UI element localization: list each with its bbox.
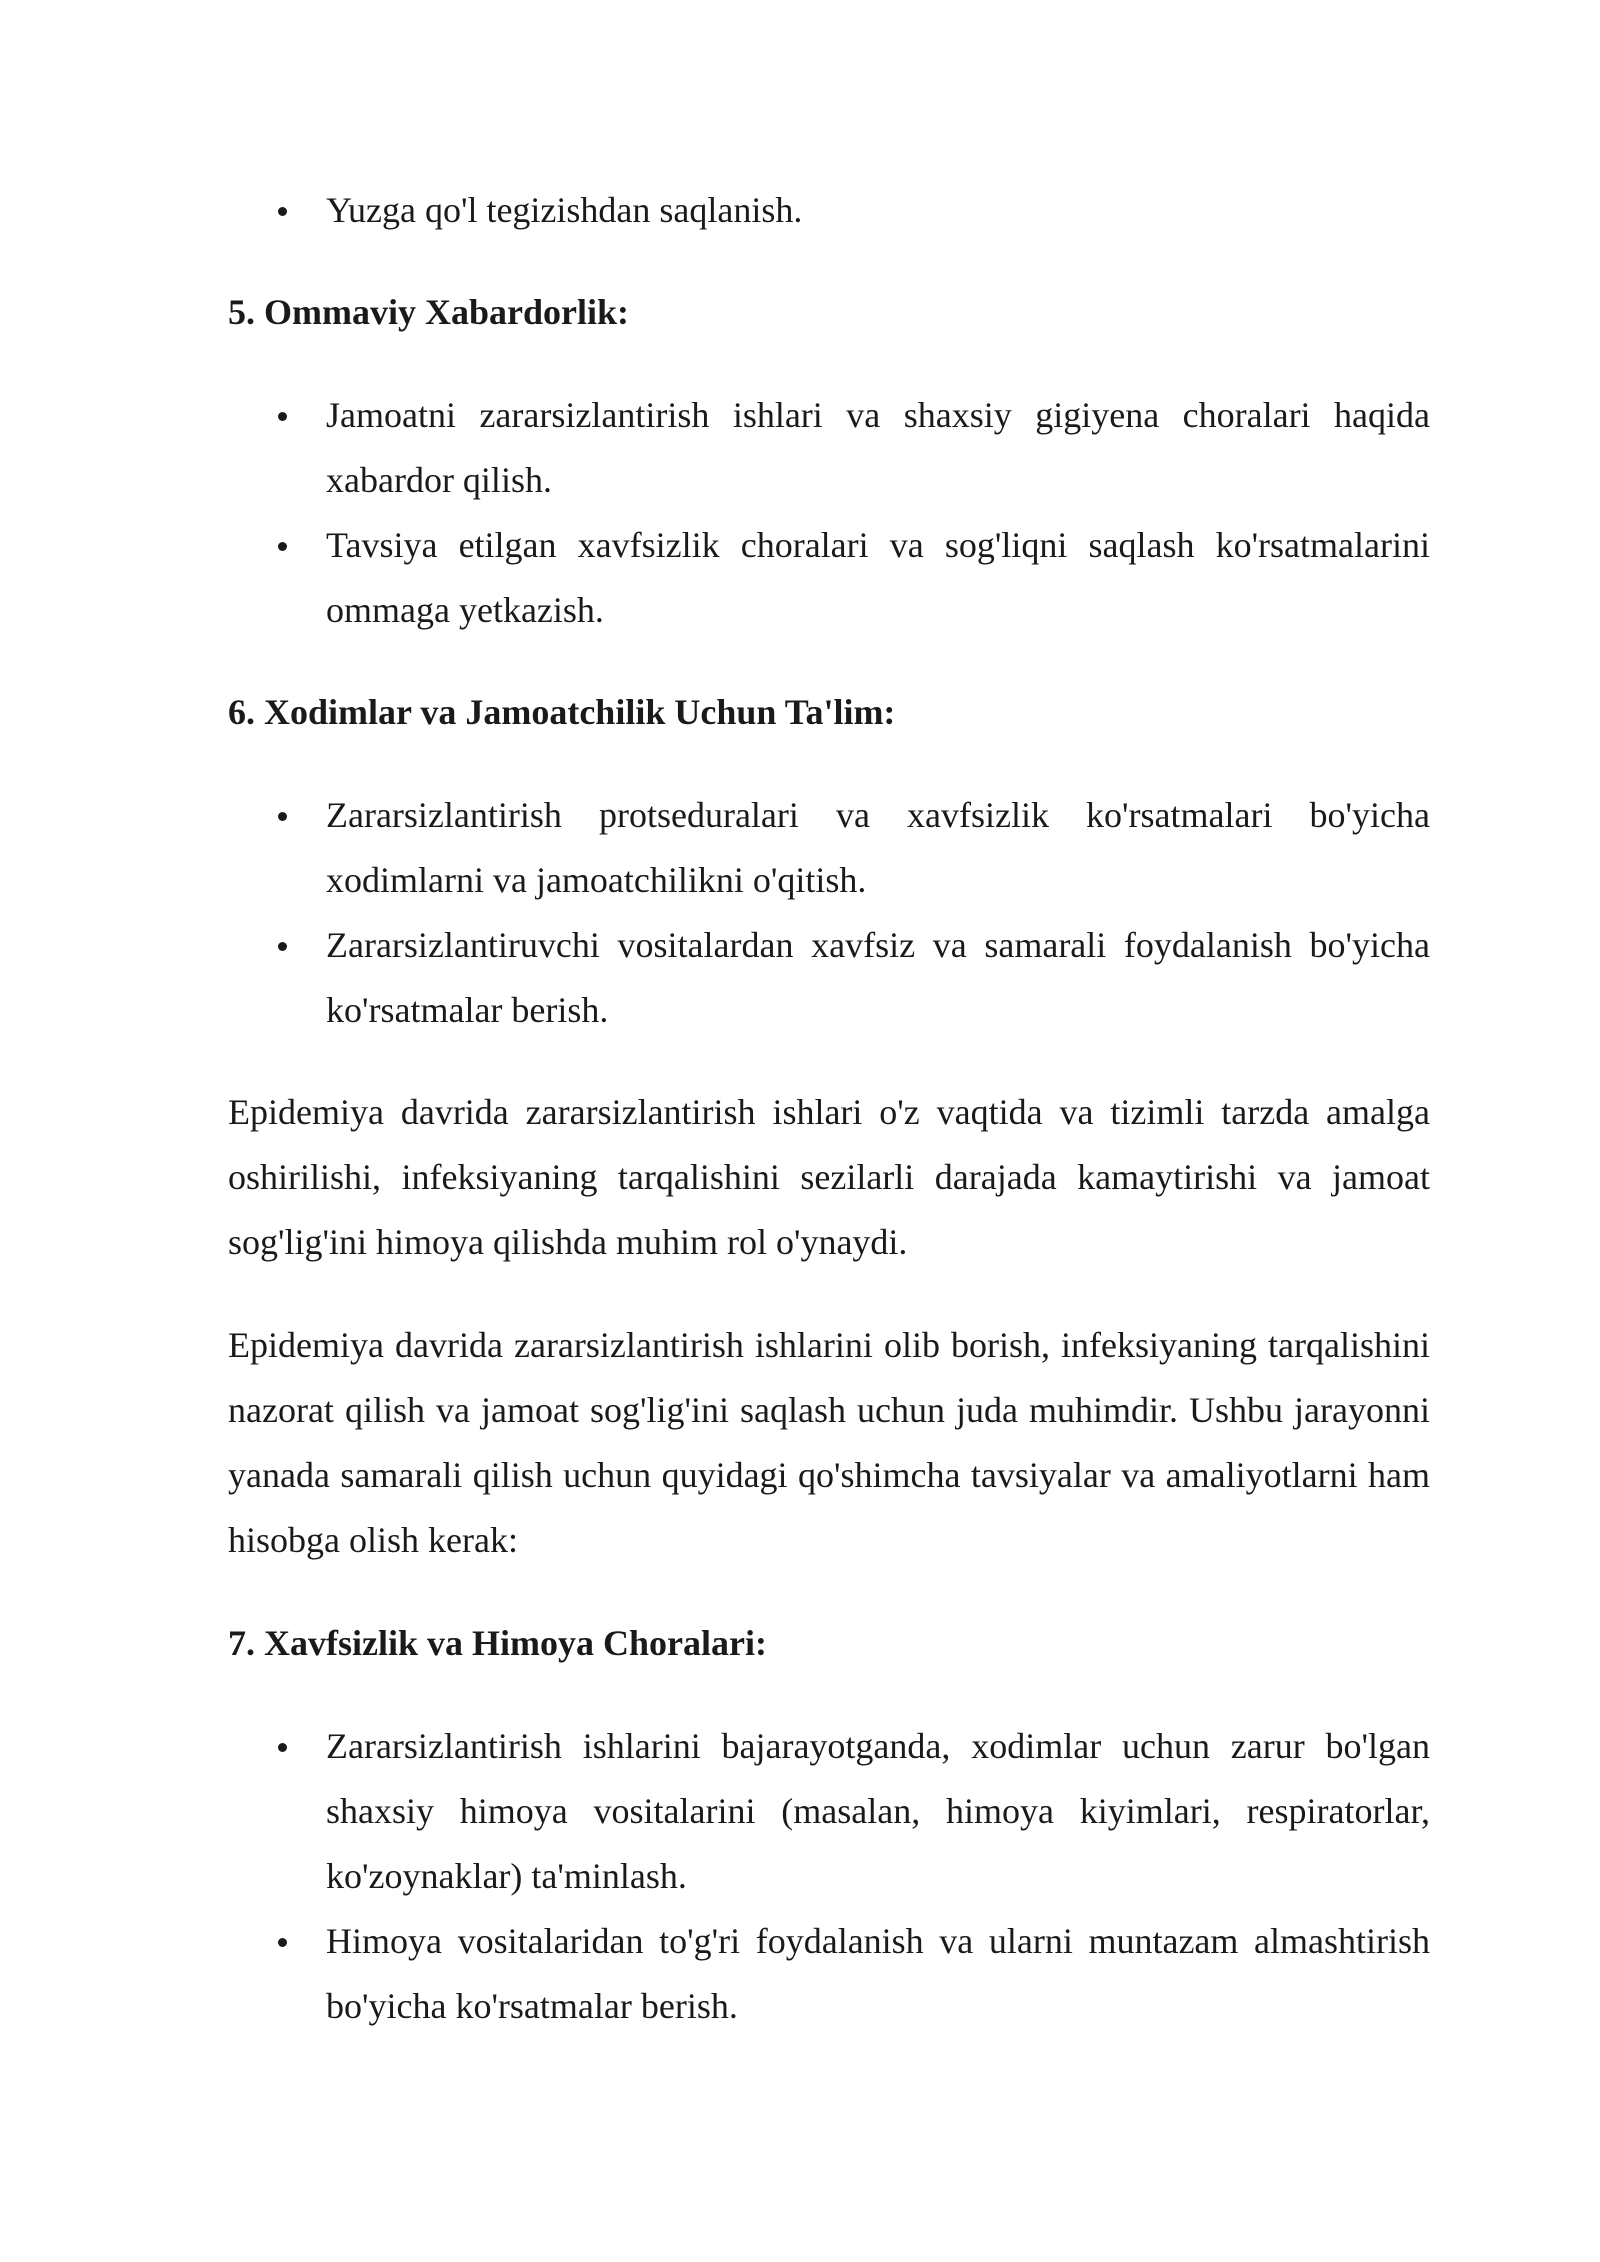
list-item-text: Tavsiya etilgan xavfsizlik choralari va sog'liqni saqlash ko'rsatmalarini ommaga yetkazish. <box>326 525 1430 630</box>
bullet-icon <box>278 1743 287 1752</box>
bullet-list <box>228 1714 1430 2039</box>
section-heading: 5. Ommaviy Xabardorlik: <box>228 292 629 332</box>
section-heading: 7. Xavfsizlik va Himoya Choralari: <box>228 1623 767 1663</box>
list-item-text: Jamoatni zararsizlantirish ishlari va shaxsiy gigiyena choralari haqida xabardor qilish. <box>326 395 1430 500</box>
bullet-list <box>228 383 1430 643</box>
list-item <box>228 383 1430 513</box>
bullet-list <box>228 178 1430 243</box>
list-item <box>228 913 1430 1043</box>
list-item <box>228 1909 1430 2039</box>
section-heading: 6. Xodimlar va Jamoatchilik Uchun Ta'lim: <box>228 692 896 732</box>
list-item-text: Himoya vositalaridan to'g'ri foydalanish va ularni muntazam almashtirish bo'yicha ko'rsatmalar berish. <box>326 1921 1430 2026</box>
bullet-icon <box>278 412 287 421</box>
bullet-list <box>228 783 1430 1043</box>
bullet-icon <box>278 1938 287 1947</box>
document-page <box>228 178 1430 2039</box>
list-item-text: Zararsizlantiruvchi vositalardan xavfsiz va samarali foydalanish bo'yicha ko'rsatmalar berish. <box>326 925 1430 1030</box>
bullet-icon <box>278 542 287 551</box>
list-item-text: Zararsizlantirish protseduralari va xavfsizlik ko'rsatmalari bo'yicha xodimlarni va jamoatchilikni o'qitish. <box>326 795 1430 900</box>
bullet-icon <box>278 942 287 951</box>
bullet-icon <box>278 812 287 821</box>
list-item-text: Yuzga qo'l tegizishdan saqlanish. <box>326 190 803 230</box>
list-item <box>228 513 1430 643</box>
list-item <box>228 1714 1430 1909</box>
list-item-text: Zararsizlantirish ishlarini bajarayotganda, xodimlar uchun zarur bo'lgan shaxsiy himoya vositalarini (masalan, himoya kiyimlari, respiratorlar, ko'zoynaklar) ta'minlash. <box>326 1726 1430 1896</box>
list-item <box>228 178 1430 243</box>
body-paragraph: Epidemiya davrida zararsizlantirish ishlari o'z vaqtida va tizimli tarzda amalga oshirilishi, infeksiyaning tarqalishini sezilarli darajada kamaytirishi va jamoat sog'lig'ini himoya qilishda muhim rol o'ynaydi. <box>228 1092 1430 1262</box>
bullet-icon <box>278 207 287 216</box>
body-paragraph: Epidemiya davrida zararsizlantirish ishlarini olib borish, infeksiyaning tarqalishini nazorat qilish va jamoat sog'lig'ini saqlash uchun juda muhimdir. Ushbu jarayonni yanada samarali qilish uchun quyidagi qo'shimcha tavsiyalar va amaliyotlarni ham hisobga olish kerak: <box>228 1325 1430 1560</box>
list-item <box>228 783 1430 913</box>
